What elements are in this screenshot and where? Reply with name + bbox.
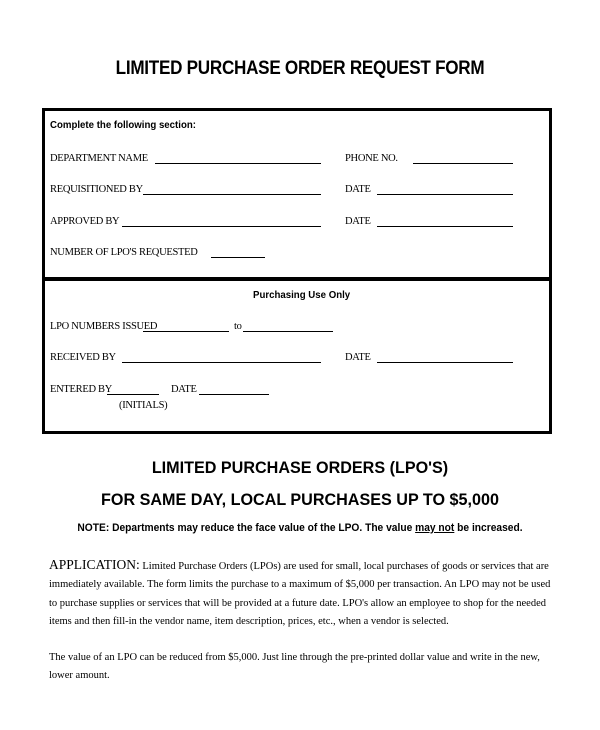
received-by-field[interactable] bbox=[122, 362, 321, 363]
initials-label: (INITIALS) bbox=[119, 400, 168, 411]
requester-section bbox=[42, 108, 552, 280]
entered-date-field[interactable] bbox=[199, 394, 269, 395]
date-label: DATE bbox=[345, 216, 371, 227]
application-paragraph-line: to purchase supplies or services that will be provided at a future date. LPO's allow an employee to shop for the needed bbox=[49, 598, 546, 609]
application-paragraph-line: immediately available. The form limits the purchase to a maximum of $5,000 per transaction. An LPO may not be used bbox=[49, 579, 551, 590]
approved-by-label: APPROVED BY bbox=[50, 216, 120, 227]
received-date-field[interactable] bbox=[377, 362, 513, 363]
lpo-heading: LIMITED PURCHASE ORDERS (LPO'S) bbox=[151, 458, 449, 477]
application-text: Limited Purchase Orders (LPOs) are used for small, local purchases of goods or services that are bbox=[142, 561, 549, 572]
note-emphasis: may not bbox=[415, 522, 455, 534]
entered-by-label: ENTERED BY bbox=[50, 384, 113, 395]
number-of-lpos-label: NUMBER OF LPO'S REQUESTED bbox=[50, 247, 198, 258]
requisition-date-field[interactable] bbox=[377, 194, 513, 195]
department-name-label: DEPARTMENT NAME bbox=[50, 153, 148, 164]
application-paragraph-line: items and then fill-in the vendor name, item description, prices, etc., when a vendor is selected. bbox=[49, 616, 449, 627]
approved-by-field[interactable] bbox=[122, 226, 321, 227]
note-prefix: NOTE: Departments may reduce the face value of the LPO. The value bbox=[77, 522, 416, 534]
phone-no-label: PHONE NO. bbox=[345, 153, 398, 164]
to-label: to bbox=[234, 321, 242, 332]
note-suffix: be increased. bbox=[454, 522, 523, 534]
form-title: LIMITED PURCHASE ORDER REQUEST FORM bbox=[115, 58, 485, 79]
number-of-lpos-field[interactable] bbox=[211, 257, 265, 258]
same-day-heading: FOR SAME DAY, LOCAL PURCHASES UP TO $5,000 bbox=[101, 490, 499, 509]
note-text bbox=[21, 522, 579, 534]
date-label: DATE bbox=[345, 184, 371, 195]
received-by-label: RECEIVED BY bbox=[50, 352, 116, 363]
lpo-numbers-issued-label: LPO NUMBERS ISSUED bbox=[50, 321, 158, 332]
requisitioned-by-label: REQUISITIONED BY bbox=[50, 184, 143, 195]
department-name-field[interactable] bbox=[155, 163, 321, 164]
application-label: APPLICATION: bbox=[49, 557, 140, 572]
date-label: DATE bbox=[171, 384, 197, 395]
reduction-paragraph-line: lower amount. bbox=[49, 670, 110, 681]
section-heading: Purchasing Use Only bbox=[253, 289, 351, 301]
section-heading: Complete the following section: bbox=[50, 119, 196, 131]
lpo-number-start-field[interactable] bbox=[143, 331, 229, 332]
purchasing-section bbox=[42, 278, 552, 434]
phone-no-field[interactable] bbox=[413, 163, 513, 164]
lpo-number-end-field[interactable] bbox=[243, 331, 333, 332]
application-paragraph-line bbox=[49, 557, 549, 573]
reduction-paragraph-line: The value of an LPO can be reduced from $5,000. Just line through the pre-printed dollar value and write in the new, bbox=[49, 652, 540, 663]
requisitioned-by-field[interactable] bbox=[143, 194, 321, 195]
entered-by-field[interactable] bbox=[107, 394, 159, 395]
approval-date-field[interactable] bbox=[377, 226, 513, 227]
date-label: DATE bbox=[345, 352, 371, 363]
